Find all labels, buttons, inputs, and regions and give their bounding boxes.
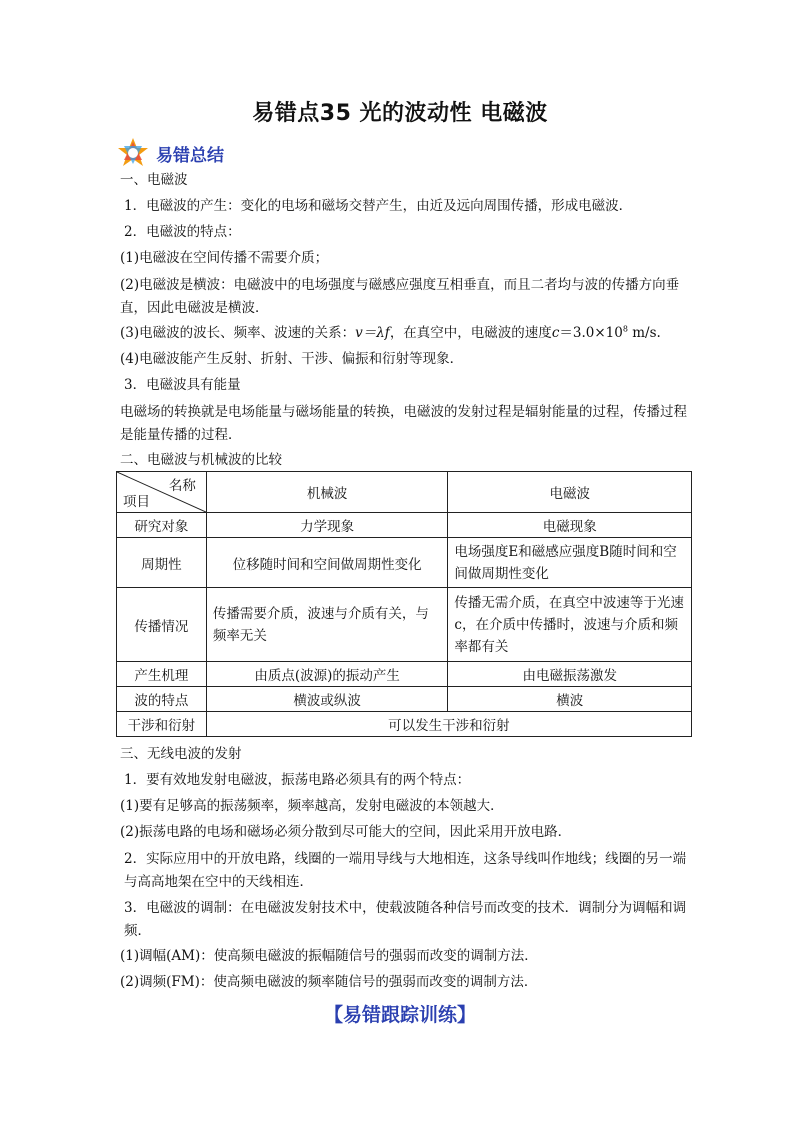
- table-cell: 由质点(波源)的振动产生: [206, 662, 448, 687]
- practice-heading: 【易错跟踪训练】: [323, 1004, 476, 1026]
- table-header-row: [117, 472, 692, 513]
- row-label: 研究对象: [117, 513, 207, 538]
- column-header: 机械波: [206, 472, 448, 513]
- section-heading: 三、无线电波的发射: [120, 746, 242, 762]
- table-corner-cell: [117, 472, 207, 513]
- paragraph: 1．要有效地发射电磁波，振荡电路必须具有的两个特点：: [124, 772, 471, 788]
- paragraph: (2)电磁波是横波：电磁波中的电场强度与磁感应强度互相垂直，而且二者均与波的传播方向垂直，因此电磁波是横波．: [120, 277, 680, 316]
- table-row: [117, 687, 692, 712]
- table-cell: 由电磁振荡激发: [448, 662, 692, 687]
- paragraph: 电磁场的转换就是电场能量与磁场能量的转换，电磁波的发射过程是辐射能量的过程，传播过程是能量传播的过程．: [120, 404, 687, 443]
- text-segment: ＝3.0×10: [559, 325, 623, 341]
- paragraph: 2．电磁波的特点：: [124, 224, 241, 240]
- table-cell: 传播需要介质，波速与介质有关，与频率无关: [206, 588, 448, 662]
- comparison-table: [116, 471, 692, 737]
- table-cell: 电磁现象: [448, 513, 692, 538]
- text-segment: ，在真空中，电磁波的速度: [389, 325, 552, 341]
- table-row: [117, 513, 692, 538]
- table-cell: 传播无需介质，在真空中波速等于光速c，在介质中传播时，波速与介质和频率都有关: [448, 588, 692, 662]
- row-label: 波的特点: [117, 687, 207, 712]
- paragraph: 2．实际应用中的开放电路，线圈的一端用导线与大地相连，这条导线叫作地线；线圈的另一端与高高地架在空中的天线相连．: [124, 851, 687, 890]
- corner-top-label: 名称: [168, 478, 196, 494]
- symbol-c: c: [551, 325, 560, 341]
- section-radio-wave-emission: [120, 744, 690, 998]
- table-cell: 横波: [448, 687, 692, 712]
- paragraph: [120, 323, 690, 343]
- section-electromagnetic-waves: [120, 170, 690, 476]
- table-row: [117, 588, 692, 662]
- table-row: [117, 662, 692, 687]
- paragraph: (2)振荡电路的电场和磁场必须分散到尽可能大的空间，因此采用开放电路．: [120, 824, 572, 840]
- table-row: [117, 712, 692, 737]
- table-cell: 力学现象: [206, 513, 448, 538]
- exponent: 8: [622, 324, 628, 334]
- corner-bottom-label: 项目: [123, 494, 150, 510]
- section-badge: [116, 136, 224, 170]
- paragraph: (1)要有足够高的振荡频率，频率越高，发射电磁波的本领越大．: [120, 798, 504, 814]
- table-cell-merged: 可以发生干涉和衍射: [206, 712, 691, 737]
- row-label: 传播情况: [117, 588, 207, 662]
- row-label: 周期性: [117, 538, 207, 588]
- row-label: 产生机理: [117, 662, 207, 687]
- table-cell: 电场强度E和磁感应强度B随时间和空间做周期性变化: [448, 538, 692, 588]
- paragraph: (1)电磁波在空间传播不需要介质；: [120, 250, 329, 266]
- paragraph: 3．电磁波的调制：在电磁波发射技术中，使载波随各种信号而改变的技术．调制分为调幅和调频．: [124, 900, 687, 939]
- section-heading: 一、电磁波: [120, 172, 188, 188]
- page-title: 易错点35 光的波动性 电磁波: [252, 101, 548, 126]
- text-segment: (3)电磁波的波长、频率、波速的关系：: [120, 325, 356, 341]
- formula: v＝λf: [355, 325, 390, 341]
- row-label: 干涉和衍射: [117, 712, 207, 737]
- star-badge-icon: [116, 136, 150, 170]
- paragraph: (4)电磁波能产生反射、折射、干涉、偏振和衍射等现象．: [120, 351, 464, 367]
- paragraph: 3．电磁波具有能量: [124, 377, 241, 393]
- paragraph: (2)调频(FM)：使高频电磁波的频率随信号的强弱而改变的调制方法．: [120, 974, 538, 990]
- paragraph: 1．电磁波的产生：变化的电场和磁场交替产生，由近及远向周围传播，形成电磁波．: [124, 198, 633, 214]
- table-row: [117, 538, 692, 588]
- table-cell: 横波或纵波: [206, 687, 448, 712]
- table-cell: 位移随时间和空间做周期性变化: [206, 538, 448, 588]
- unit: m/s.: [627, 325, 661, 341]
- section-heading: 二、电磁波与机械波的比较: [120, 452, 282, 468]
- badge-label: 易错总结: [156, 145, 224, 166]
- paragraph: (1)调幅(AM)：使高频电磁波的振幅随信号的强弱而改变的调制方法．: [120, 948, 538, 964]
- column-header: 电磁波: [448, 472, 692, 513]
